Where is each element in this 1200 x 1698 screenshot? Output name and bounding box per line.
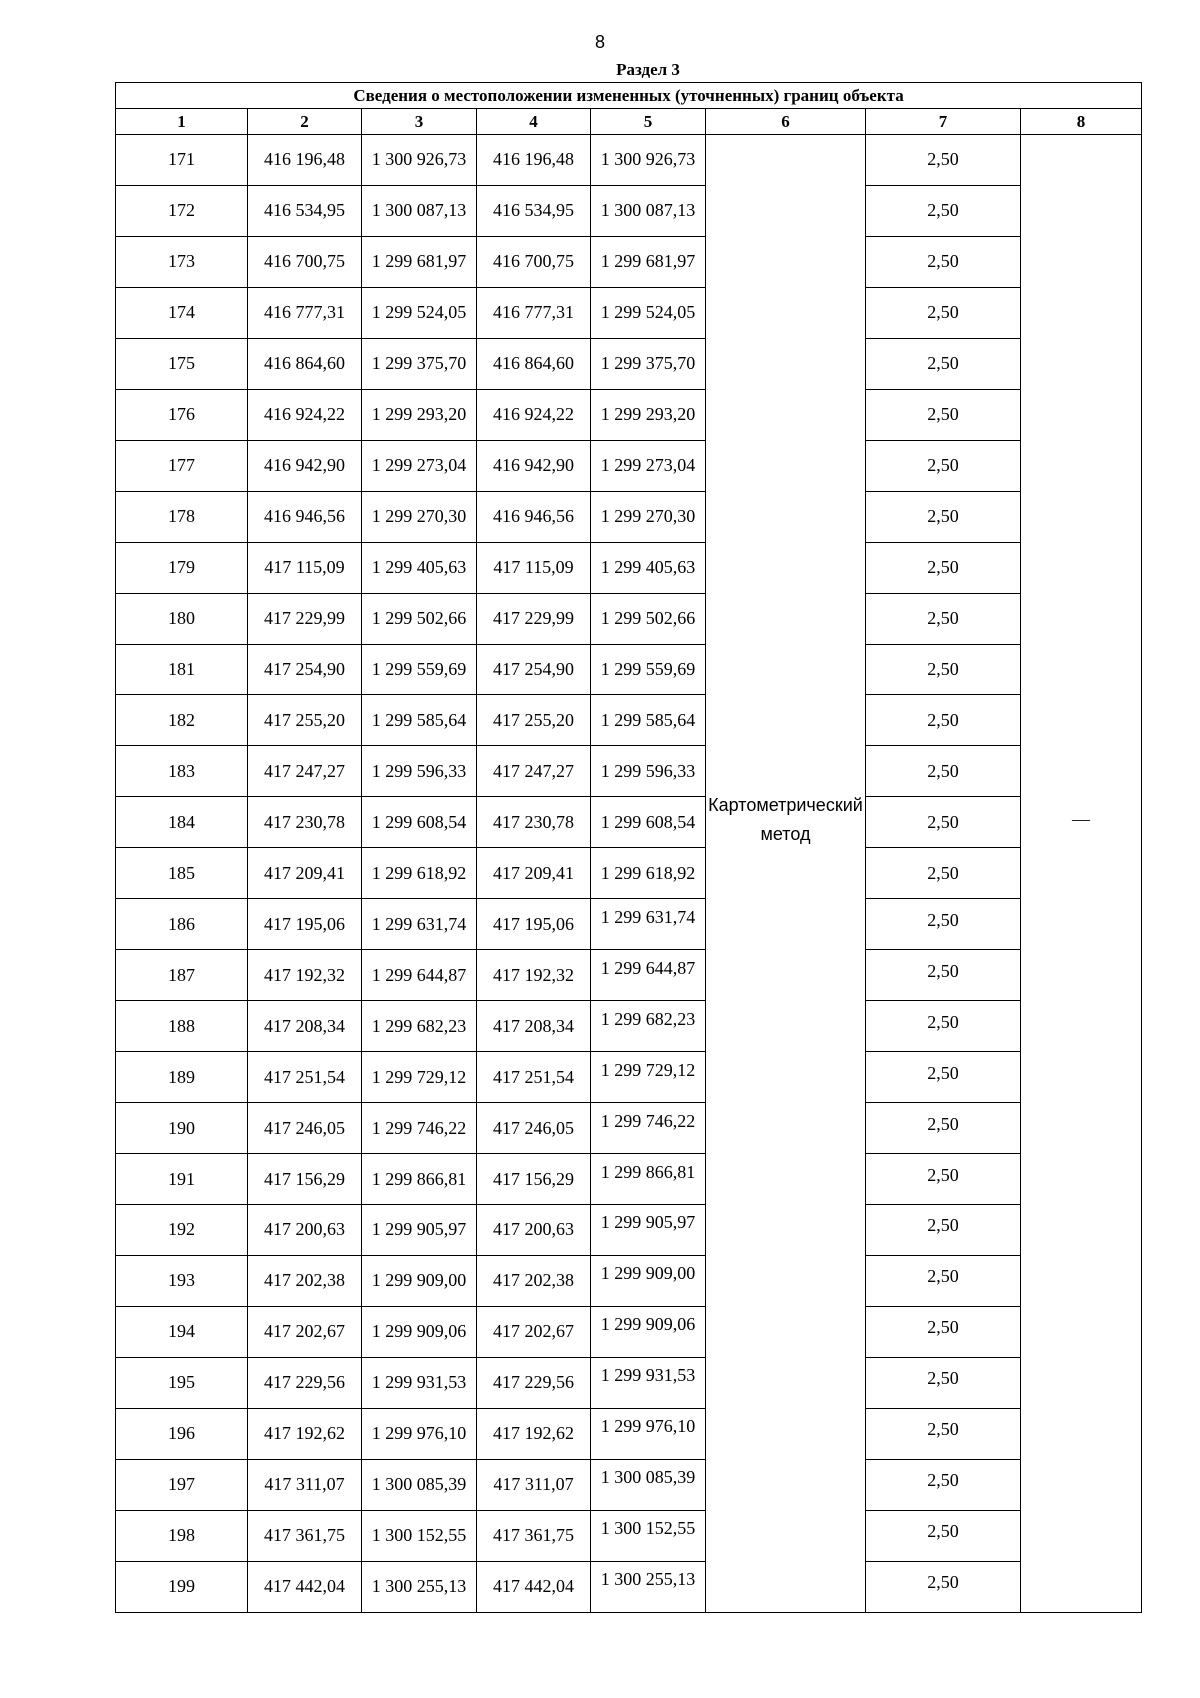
column-number: 4 <box>477 109 591 135</box>
accuracy-cell: 2,50 <box>866 1357 1021 1408</box>
y-coordinate-cell: 1 299 631,74 <box>362 899 477 950</box>
accuracy-cell: 2,50 <box>866 1001 1021 1052</box>
accuracy-cell: 2,50 <box>866 1561 1021 1612</box>
x-coordinate-cell: 417 311,07 <box>477 1459 591 1510</box>
accuracy-cell: 2,50 <box>866 389 1021 440</box>
y-coordinate-cell: 1 299 931,53 <box>362 1357 477 1408</box>
table-body <box>116 135 1142 1613</box>
y-coordinate-cell: 1 299 905,97 <box>591 1205 706 1256</box>
x-coordinate-cell: 417 247,27 <box>477 746 591 797</box>
point-number-cell: 192 <box>116 1205 248 1256</box>
x-coordinate-cell: 417 246,05 <box>477 1103 591 1154</box>
x-coordinate-cell: 416 864,60 <box>477 338 591 389</box>
table-row <box>116 1459 1142 1510</box>
y-coordinate-cell: 1 299 681,97 <box>362 236 477 287</box>
table-row <box>116 1357 1142 1408</box>
x-coordinate-cell: 417 442,04 <box>248 1561 362 1612</box>
y-coordinate-cell: 1 299 270,30 <box>362 491 477 542</box>
point-number-cell: 185 <box>116 848 248 899</box>
y-coordinate-cell: 1 299 596,33 <box>362 746 477 797</box>
accuracy-cell: 2,50 <box>866 236 1021 287</box>
table-row <box>116 1510 1142 1561</box>
x-coordinate-cell: 417 195,06 <box>248 899 362 950</box>
x-coordinate-cell: 417 230,78 <box>477 797 591 848</box>
x-coordinate-cell: 417 200,63 <box>248 1205 362 1256</box>
accuracy-cell: 2,50 <box>866 1306 1021 1357</box>
table-row <box>116 135 1142 186</box>
point-number-cell: 198 <box>116 1510 248 1561</box>
y-coordinate-cell: 1 300 152,55 <box>591 1510 706 1561</box>
table-row <box>116 389 1142 440</box>
accuracy-cell: 2,50 <box>866 491 1021 542</box>
x-coordinate-cell: 417 311,07 <box>248 1459 362 1510</box>
point-number-cell: 196 <box>116 1408 248 1459</box>
x-coordinate-cell: 416 196,48 <box>248 135 362 186</box>
accuracy-cell: 2,50 <box>866 440 1021 491</box>
x-coordinate-cell: 417 229,56 <box>248 1357 362 1408</box>
point-number-cell: 183 <box>116 746 248 797</box>
x-coordinate-cell: 416 924,22 <box>248 389 362 440</box>
accuracy-cell: 2,50 <box>866 1408 1021 1459</box>
x-coordinate-cell: 417 229,99 <box>477 593 591 644</box>
y-coordinate-cell: 1 299 585,64 <box>591 695 706 746</box>
table-row <box>116 236 1142 287</box>
accuracy-cell: 2,50 <box>866 1052 1021 1103</box>
y-coordinate-cell: 1 299 644,87 <box>591 950 706 1001</box>
x-coordinate-cell: 417 361,75 <box>477 1510 591 1561</box>
x-coordinate-cell: 417 200,63 <box>477 1205 591 1256</box>
x-coordinate-cell: 417 361,75 <box>248 1510 362 1561</box>
accuracy-cell: 2,50 <box>866 338 1021 389</box>
accuracy-cell: 2,50 <box>866 797 1021 848</box>
y-coordinate-cell: 1 300 152,55 <box>362 1510 477 1561</box>
accuracy-cell: 2,50 <box>866 1205 1021 1256</box>
x-coordinate-cell: 416 777,31 <box>477 287 591 338</box>
y-coordinate-cell: 1 299 976,10 <box>362 1408 477 1459</box>
y-coordinate-cell: 1 299 608,54 <box>362 797 477 848</box>
x-coordinate-cell: 416 196,48 <box>477 135 591 186</box>
y-coordinate-cell: 1 299 976,10 <box>591 1408 706 1459</box>
y-coordinate-cell: 1 299 866,81 <box>362 1154 477 1205</box>
dash-mark: — <box>1072 809 1091 829</box>
x-coordinate-cell: 416 924,22 <box>477 389 591 440</box>
x-coordinate-cell: 417 229,56 <box>477 1357 591 1408</box>
column-number: 1 <box>116 109 248 135</box>
y-coordinate-cell: 1 299 618,92 <box>362 848 477 899</box>
table-row <box>116 1561 1142 1612</box>
y-coordinate-cell: 1 300 087,13 <box>362 185 477 236</box>
x-coordinate-cell: 417 192,32 <box>248 950 362 1001</box>
table-row <box>116 593 1142 644</box>
x-coordinate-cell: 417 254,90 <box>477 644 591 695</box>
accuracy-cell: 2,50 <box>866 644 1021 695</box>
column-number-row <box>116 109 1142 135</box>
point-number-cell: 180 <box>116 593 248 644</box>
boundary-coordinates-table <box>115 82 1142 1613</box>
point-number-cell: 187 <box>116 950 248 1001</box>
accuracy-cell: 2,50 <box>866 185 1021 236</box>
y-coordinate-cell: 1 299 293,20 <box>362 389 477 440</box>
y-coordinate-cell: 1 299 746,22 <box>362 1103 477 1154</box>
table-row <box>116 338 1142 389</box>
y-coordinate-cell: 1 299 405,63 <box>591 542 706 593</box>
x-coordinate-cell: 417 247,27 <box>248 746 362 797</box>
table-row <box>116 797 1142 848</box>
point-number-cell: 178 <box>116 491 248 542</box>
y-coordinate-cell: 1 299 405,63 <box>362 542 477 593</box>
y-coordinate-cell: 1 299 293,20 <box>591 389 706 440</box>
table-row <box>116 287 1142 338</box>
x-coordinate-cell: 416 534,95 <box>248 185 362 236</box>
table-row <box>116 746 1142 797</box>
table-row <box>116 1255 1142 1306</box>
y-coordinate-cell: 1 299 746,22 <box>591 1103 706 1154</box>
x-coordinate-cell: 417 202,67 <box>477 1306 591 1357</box>
x-coordinate-cell: 416 700,75 <box>477 236 591 287</box>
y-coordinate-cell: 1 300 085,39 <box>362 1459 477 1510</box>
x-coordinate-cell: 417 192,32 <box>477 950 591 1001</box>
x-coordinate-cell: 417 202,38 <box>248 1255 362 1306</box>
y-coordinate-cell: 1 299 931,53 <box>591 1357 706 1408</box>
accuracy-cell: 2,50 <box>866 542 1021 593</box>
table-row <box>116 491 1142 542</box>
y-coordinate-cell: 1 299 909,00 <box>591 1255 706 1306</box>
table-row <box>116 1408 1142 1459</box>
section-title: Раздел 3 <box>616 60 680 79</box>
y-coordinate-cell: 1 299 644,87 <box>362 950 477 1001</box>
column-number: 5 <box>591 109 706 135</box>
column-number: 2 <box>248 109 362 135</box>
accuracy-cell: 2,50 <box>866 1510 1021 1561</box>
point-number-cell: 173 <box>116 236 248 287</box>
y-coordinate-cell: 1 299 909,00 <box>362 1255 477 1306</box>
column-number: 8 <box>1021 109 1142 135</box>
column-number: 7 <box>866 109 1021 135</box>
y-coordinate-cell: 1 300 255,13 <box>591 1561 706 1612</box>
point-number-cell: 175 <box>116 338 248 389</box>
table-row <box>116 848 1142 899</box>
x-coordinate-cell: 417 246,05 <box>248 1103 362 1154</box>
point-number-cell: 174 <box>116 287 248 338</box>
x-coordinate-cell: 416 534,95 <box>477 185 591 236</box>
y-coordinate-cell: 1 299 681,97 <box>591 236 706 287</box>
y-coordinate-cell: 1 299 682,23 <box>362 1001 477 1052</box>
x-coordinate-cell: 417 202,67 <box>248 1306 362 1357</box>
y-coordinate-cell: 1 299 905,97 <box>362 1205 477 1256</box>
table-row <box>116 440 1142 491</box>
x-coordinate-cell: 416 946,56 <box>477 491 591 542</box>
method-text: Картометрический метод <box>708 794 863 844</box>
y-coordinate-cell: 1 299 502,66 <box>362 593 477 644</box>
y-coordinate-cell: 1 299 729,12 <box>591 1052 706 1103</box>
page-number: 8 <box>594 32 605 52</box>
x-coordinate-cell: 416 700,75 <box>248 236 362 287</box>
accuracy-cell: 2,50 <box>866 135 1021 186</box>
y-coordinate-cell: 1 299 559,69 <box>591 644 706 695</box>
x-coordinate-cell: 417 195,06 <box>477 899 591 950</box>
point-number-cell: 194 <box>116 1306 248 1357</box>
y-coordinate-cell: 1 299 631,74 <box>591 899 706 950</box>
y-coordinate-cell: 1 299 273,04 <box>591 440 706 491</box>
y-coordinate-cell: 1 299 273,04 <box>362 440 477 491</box>
x-coordinate-cell: 416 942,90 <box>248 440 362 491</box>
y-coordinate-cell: 1 299 524,05 <box>591 287 706 338</box>
table-row <box>116 542 1142 593</box>
y-coordinate-cell: 1 300 926,73 <box>362 135 477 186</box>
point-number-cell: 182 <box>116 695 248 746</box>
x-coordinate-cell: 417 255,20 <box>248 695 362 746</box>
x-coordinate-cell: 417 208,34 <box>248 1001 362 1052</box>
accuracy-cell: 2,50 <box>866 848 1021 899</box>
x-coordinate-cell: 417 208,34 <box>477 1001 591 1052</box>
column-8-cell <box>1021 135 1142 1613</box>
y-coordinate-cell: 1 300 085,39 <box>591 1459 706 1510</box>
table-row <box>116 1052 1142 1103</box>
x-coordinate-cell: 417 442,04 <box>477 1561 591 1612</box>
method-cell <box>706 135 866 1613</box>
x-coordinate-cell: 416 777,31 <box>248 287 362 338</box>
y-coordinate-cell: 1 299 375,70 <box>591 338 706 389</box>
x-coordinate-cell: 417 115,09 <box>477 542 591 593</box>
y-coordinate-cell: 1 300 255,13 <box>362 1561 477 1612</box>
point-number-cell: 193 <box>116 1255 248 1306</box>
accuracy-cell: 2,50 <box>866 950 1021 1001</box>
point-number-cell: 197 <box>116 1459 248 1510</box>
point-number-cell: 176 <box>116 389 248 440</box>
y-coordinate-cell: 1 299 909,06 <box>591 1306 706 1357</box>
point-number-cell: 171 <box>116 135 248 186</box>
y-coordinate-cell: 1 300 087,13 <box>591 185 706 236</box>
y-coordinate-cell: 1 299 909,06 <box>362 1306 477 1357</box>
y-coordinate-cell: 1 299 608,54 <box>591 797 706 848</box>
point-number-cell: 188 <box>116 1001 248 1052</box>
y-coordinate-cell: 1 299 502,66 <box>591 593 706 644</box>
table-row <box>116 185 1142 236</box>
accuracy-cell: 2,50 <box>866 1154 1021 1205</box>
x-coordinate-cell: 417 115,09 <box>248 542 362 593</box>
y-coordinate-cell: 1 299 375,70 <box>362 338 477 389</box>
table-row <box>116 695 1142 746</box>
accuracy-cell: 2,50 <box>866 695 1021 746</box>
accuracy-cell: 2,50 <box>866 1459 1021 1510</box>
point-number-cell: 172 <box>116 185 248 236</box>
x-coordinate-cell: 417 255,20 <box>477 695 591 746</box>
y-coordinate-cell: 1 300 926,73 <box>591 135 706 186</box>
table-row <box>116 1103 1142 1154</box>
x-coordinate-cell: 417 254,90 <box>248 644 362 695</box>
y-coordinate-cell: 1 299 866,81 <box>591 1154 706 1205</box>
point-number-cell: 195 <box>116 1357 248 1408</box>
table-row <box>116 950 1142 1001</box>
table-row <box>116 1205 1142 1256</box>
y-coordinate-cell: 1 299 270,30 <box>591 491 706 542</box>
y-coordinate-cell: 1 299 524,05 <box>362 287 477 338</box>
x-coordinate-cell: 417 156,29 <box>477 1154 591 1205</box>
accuracy-cell: 2,50 <box>866 1255 1021 1306</box>
accuracy-cell: 2,50 <box>866 287 1021 338</box>
point-number-cell: 177 <box>116 440 248 491</box>
point-number-cell: 191 <box>116 1154 248 1205</box>
x-coordinate-cell: 417 230,78 <box>248 797 362 848</box>
column-number: 3 <box>362 109 477 135</box>
point-number-cell: 189 <box>116 1052 248 1103</box>
y-coordinate-cell: 1 299 729,12 <box>362 1052 477 1103</box>
accuracy-cell: 2,50 <box>866 593 1021 644</box>
table-caption: Сведения о местоположении измененных (уточненных) границ объекта <box>116 83 1142 109</box>
point-number-cell: 181 <box>116 644 248 695</box>
table-row <box>116 1306 1142 1357</box>
x-coordinate-cell: 417 192,62 <box>248 1408 362 1459</box>
accuracy-cell: 2,50 <box>866 1103 1021 1154</box>
column-number: 6 <box>706 109 866 135</box>
point-number-cell: 199 <box>116 1561 248 1612</box>
table-row <box>116 1001 1142 1052</box>
x-coordinate-cell: 417 192,62 <box>477 1408 591 1459</box>
point-number-cell: 184 <box>116 797 248 848</box>
y-coordinate-cell: 1 299 596,33 <box>591 746 706 797</box>
y-coordinate-cell: 1 299 585,64 <box>362 695 477 746</box>
accuracy-cell: 2,50 <box>866 746 1021 797</box>
x-coordinate-cell: 417 251,54 <box>248 1052 362 1103</box>
x-coordinate-cell: 417 209,41 <box>248 848 362 899</box>
accuracy-cell: 2,50 <box>866 899 1021 950</box>
x-coordinate-cell: 417 156,29 <box>248 1154 362 1205</box>
y-coordinate-cell: 1 299 682,23 <box>591 1001 706 1052</box>
x-coordinate-cell: 417 202,38 <box>477 1255 591 1306</box>
x-coordinate-cell: 416 864,60 <box>248 338 362 389</box>
x-coordinate-cell: 417 251,54 <box>477 1052 591 1103</box>
x-coordinate-cell: 417 209,41 <box>477 848 591 899</box>
y-coordinate-cell: 1 299 559,69 <box>362 644 477 695</box>
table-row <box>116 1154 1142 1205</box>
x-coordinate-cell: 417 229,99 <box>248 593 362 644</box>
x-coordinate-cell: 416 942,90 <box>477 440 591 491</box>
y-coordinate-cell: 1 299 618,92 <box>591 848 706 899</box>
point-number-cell: 186 <box>116 899 248 950</box>
table-row <box>116 899 1142 950</box>
table-row <box>116 644 1142 695</box>
point-number-cell: 190 <box>116 1103 248 1154</box>
point-number-cell: 179 <box>116 542 248 593</box>
x-coordinate-cell: 416 946,56 <box>248 491 362 542</box>
